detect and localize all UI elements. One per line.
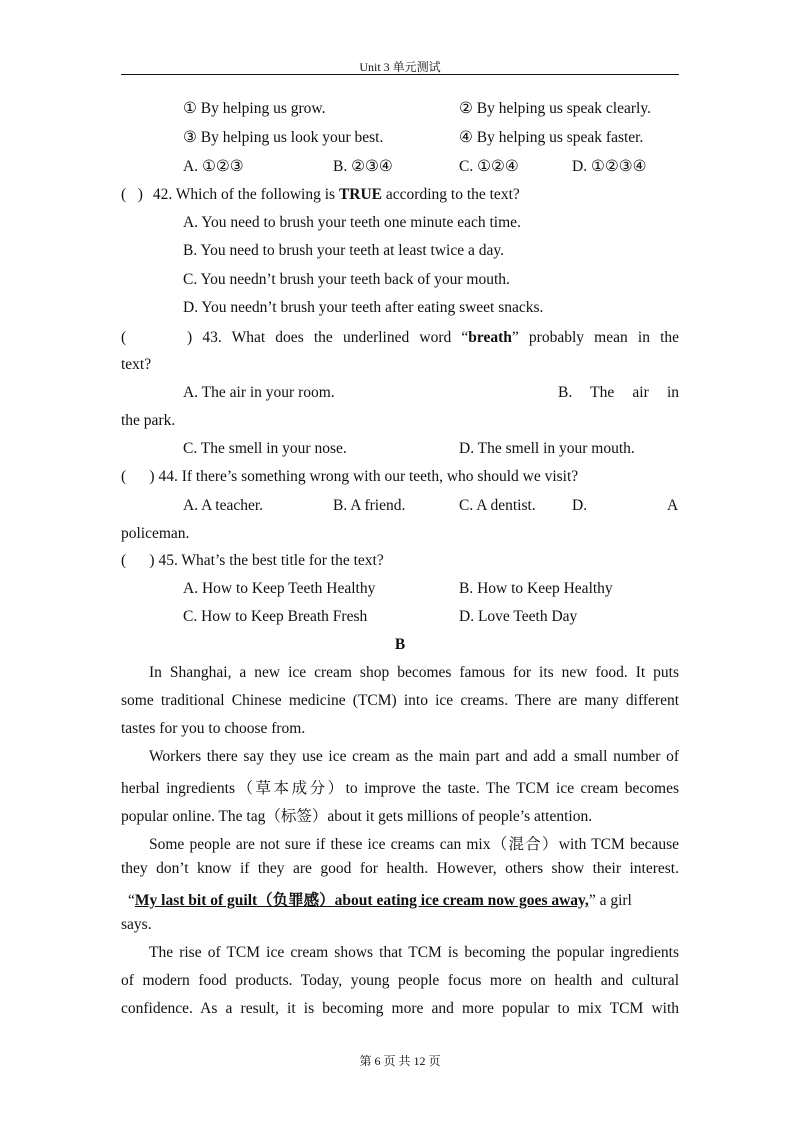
q42-choice-a: A. You need to brush your teeth one minute each time.	[183, 214, 521, 231]
q42-choice-d: D. You needn’t brush your teeth after eating sweet snacks.	[183, 299, 544, 316]
q42-stem-text: 42. Which of the following is	[152, 186, 336, 203]
passage-p4-line2: of modern food products. Today, young people focus more on health and cultural	[121, 972, 679, 989]
q45-choice-d: D. Love Teeth Day	[459, 608, 578, 625]
q43-choice-b: B. The air in	[558, 384, 679, 401]
passage-p1-line2: some traditional Chinese medicine (TCM) into ice creams. There are many different	[121, 692, 679, 709]
underlined-quote: My last bit of guilt（负罪感）about eating ice cream now goes away,	[134, 892, 589, 909]
q42-stem-bold: TRUE	[338, 186, 383, 203]
q43-choice-a: A. The air in your room.	[183, 384, 335, 401]
section-b-heading: B	[394, 636, 406, 653]
q43-choice-d: D. The smell in your mouth.	[459, 440, 635, 457]
q44-choice-d-cont: policeman.	[121, 525, 190, 542]
passage-p1-line1: In Shanghai, a new ice cream shop becomes famous for its new food. It puts	[149, 664, 679, 681]
q45-choice-a: A. How to Keep Teeth Healthy	[183, 580, 376, 597]
q44-choice-b: B. A friend.	[333, 497, 406, 514]
q44-choice-a: A. A teacher.	[183, 497, 264, 514]
q43-stem-bold: breath	[468, 329, 512, 346]
q44-answer-blank: ( )	[121, 468, 155, 485]
header-divider	[121, 74, 679, 75]
q45-answer-blank: ( )	[121, 552, 155, 569]
q41-choice-d: D. ①②③④	[572, 158, 647, 175]
q41-option-4: ④ By helping us speak faster.	[459, 129, 644, 146]
q45-stem-text: 45. What’s the best title for the text?	[158, 552, 384, 569]
passage-p3-line2: they don’t know if they are good for health. However, others show their interest.	[121, 860, 679, 877]
quote-close: ” a girl	[588, 892, 632, 909]
page-footer: 第 6 页 共 12 页	[359, 1054, 441, 1068]
passage-p2-line1: Workers there say they use ice cream as the main part and add a small number of	[149, 748, 679, 765]
q43-stem	[121, 329, 679, 347]
q45-choice-b: B. How to Keep Healthy	[459, 580, 613, 597]
q44-stem-text: 44. If there’s something wrong with our teeth, who should we visit?	[158, 468, 579, 485]
q44-choice-d-word: A	[667, 497, 679, 514]
q44-stem	[121, 468, 578, 486]
q42-choice-b: B. You need to brush your teeth at least twice a day.	[183, 242, 504, 259]
q42-stem-after: according to the text?	[385, 186, 520, 203]
passage-p3-line4: says.	[121, 916, 152, 933]
passage-p3-line1: Some people are not sure if these ice creams can mix（混合）with TCM because	[149, 836, 679, 853]
passage-p4-line3: confidence. As a result, it is becoming more and more popular to mix TCM with	[121, 1000, 679, 1017]
passage-p2-line2: herbal ingredients（草本成分）to improve the taste. The TCM ice cream becomes	[121, 780, 679, 797]
quote-open: “	[128, 892, 135, 909]
q43-choice-b-cont: the park.	[121, 412, 176, 429]
passage-p3-line3	[128, 888, 679, 910]
page-header: Unit 3 单元测试	[359, 60, 441, 74]
q41-option-2: ② By helping us speak clearly.	[459, 100, 651, 117]
q41-option-3: ③ By helping us look your best.	[183, 129, 384, 146]
passage-p2-line3: popular online. The tag（标签）about it gets millions of people’s attention.	[121, 808, 593, 825]
q41-option-1: ① By helping us grow.	[183, 100, 326, 117]
passage-p1-line3: tastes for you to choose from.	[121, 720, 306, 737]
q43-answer-blank: ( )	[121, 329, 193, 346]
q45-choice-c: C. How to Keep Breath Fresh	[183, 608, 368, 625]
q42-stem	[121, 186, 520, 204]
q41-choice-b: B. ②③④	[333, 158, 393, 175]
passage-p4-line1: The rise of TCM ice cream shows that TCM is becoming the popular ingredients	[149, 944, 679, 961]
q43-stem-text: 43. What does the underlined word “	[202, 329, 469, 346]
q42-answer-blank: ( )	[121, 186, 143, 203]
q44-choice-c: C. A dentist.	[459, 497, 536, 514]
q43-stem-cont: text?	[121, 356, 152, 373]
q44-choice-d: D.	[572, 497, 588, 514]
q41-choice-c: C. ①②④	[459, 158, 519, 175]
q42-choice-c: C. You needn’t brush your teeth back of your mouth.	[183, 271, 510, 288]
q43-stem-after: ” probably mean in the	[511, 329, 680, 346]
q41-choice-a: A. ①②③	[183, 158, 244, 175]
q45-stem	[121, 552, 384, 570]
q43-choice-c: C. The smell in your nose.	[183, 440, 347, 457]
